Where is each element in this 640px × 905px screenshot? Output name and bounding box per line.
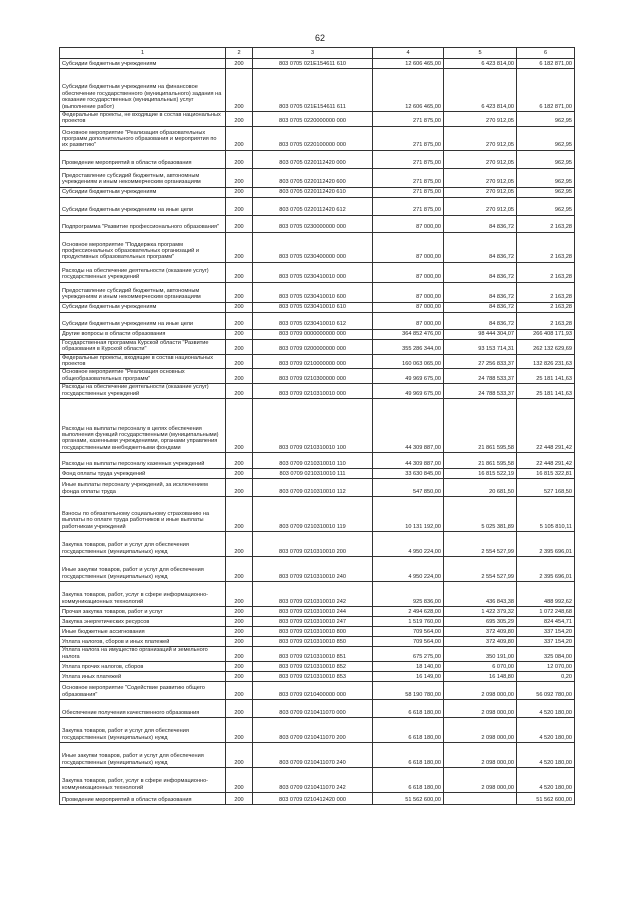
row-executed: 270 912,05 — [444, 126, 517, 150]
row-budget-code: 803 0705 0230410010 612 — [253, 312, 373, 329]
row-approved: 87 000,00 — [373, 282, 444, 302]
row-budget-code: 803 0709 0210300000 000 — [253, 369, 373, 384]
row-executed: 27 256 833,37 — [444, 354, 517, 369]
row-executed: 24 788 533,37 — [444, 384, 517, 399]
row-unexecuted: 56 092 780,00 — [517, 682, 575, 700]
budget-execution-table — [59, 47, 575, 805]
row-name: Взносы по обязательному социальному страхованию на выплаты по оплате труда работников и иные выплаты работникам учреждений — [60, 497, 226, 532]
row-name: Основное мероприятие "Поддержка программ профессиональных образовательных организаций и продуктивных образовательных программ" — [60, 232, 226, 262]
row-approved: 1 519 760,00 — [373, 617, 444, 627]
row-executed: 2 554 527,99 — [444, 532, 517, 557]
row-admin-code: 200 — [226, 302, 253, 312]
row-admin-code: 200 — [226, 793, 253, 805]
row-name: Расходы на обеспечение деятельности (оказание услуг) государственных учреждений — [60, 262, 226, 282]
table-row — [60, 282, 575, 302]
row-name: Подпрограмма "Развитие профессионального образования" — [60, 215, 226, 232]
row-approved: 271 875,00 — [373, 126, 444, 150]
row-name: Основное мероприятие "Реализация основных общеобразовательных программ" — [60, 369, 226, 384]
row-admin-code: 200 — [226, 384, 253, 399]
table-row — [60, 497, 575, 532]
row-name: Основное мероприятие "Реализация образовательных программ дополнительного образования и мероприятия по их развитию" — [60, 126, 226, 150]
table-row — [60, 329, 575, 339]
row-unexecuted: 962,95 — [517, 168, 575, 187]
row-name: Закупка товаров, работ и услуг для обеспечения государственных (муниципальных) нужд — [60, 718, 226, 743]
row-executed: 21 861 595,58 — [444, 453, 517, 469]
row-budget-code: 803 0705 0220112420 612 — [253, 197, 373, 215]
table-row — [60, 302, 575, 312]
header-col-4: 4 — [373, 48, 444, 59]
row-admin-code: 200 — [226, 532, 253, 557]
table-row — [60, 126, 575, 150]
row-budget-code: 803 0709 0210310010 850 — [253, 637, 373, 647]
row-admin-code: 200 — [226, 627, 253, 637]
row-approved: 87 000,00 — [373, 302, 444, 312]
table-row — [60, 150, 575, 168]
row-budget-code: 803 0709 0210310010 240 — [253, 557, 373, 582]
row-approved: 271 875,00 — [373, 112, 444, 127]
row-executed: 2 098 000,00 — [444, 682, 517, 700]
row-approved: 58 190 780,00 — [373, 682, 444, 700]
row-unexecuted: 5 105 810,11 — [517, 497, 575, 532]
table-row — [60, 262, 575, 282]
row-budget-code: 803 0709 0210310010 110 — [253, 453, 373, 469]
row-executed: 21 861 595,58 — [444, 399, 517, 453]
row-unexecuted: 325 084,00 — [517, 647, 575, 662]
row-name: Государственная программа Курской области "Развитие образования в Курской области" — [60, 339, 226, 354]
row-approved: 271 875,00 — [373, 150, 444, 168]
row-admin-code: 200 — [226, 469, 253, 479]
row-unexecuted: 4 520 180,00 — [517, 700, 575, 718]
header-col-5: 5 — [444, 48, 517, 59]
table-row — [60, 768, 575, 793]
table-row — [60, 582, 575, 607]
row-admin-code: 200 — [226, 768, 253, 793]
row-executed: 20 681,50 — [444, 479, 517, 497]
table-row — [60, 232, 575, 262]
row-approved: 709 564,00 — [373, 637, 444, 647]
row-approved: 709 564,00 — [373, 627, 444, 637]
row-approved: 6 618 180,00 — [373, 718, 444, 743]
row-approved: 271 875,00 — [373, 197, 444, 215]
row-unexecuted: 4 520 180,00 — [517, 768, 575, 793]
row-name: Обеспечение получения качественного образования — [60, 700, 226, 718]
row-executed: 2 098 000,00 — [444, 718, 517, 743]
row-unexecuted: 2 395 696,01 — [517, 532, 575, 557]
row-unexecuted: 488 992,62 — [517, 582, 575, 607]
row-unexecuted: 0,20 — [517, 672, 575, 682]
row-name: Субсидии бюджетным учреждениям на финансовое обеспечение государственного (муниципального) задания на оказание государственных (муниципальных) услуг (выполнение работ) — [60, 69, 226, 112]
row-name: Проведение мероприятий в области образования — [60, 793, 226, 805]
row-admin-code: 200 — [226, 700, 253, 718]
row-admin-code: 200 — [226, 399, 253, 453]
row-admin-code: 200 — [226, 607, 253, 617]
row-admin-code: 200 — [226, 168, 253, 187]
table-row — [60, 197, 575, 215]
table-row — [60, 662, 575, 672]
row-executed: 6 070,00 — [444, 662, 517, 672]
row-approved: 33 630 845,00 — [373, 469, 444, 479]
row-executed: 695 305,29 — [444, 617, 517, 627]
row-unexecuted: 962,95 — [517, 112, 575, 127]
row-approved: 271 875,00 — [373, 168, 444, 187]
row-admin-code: 200 — [226, 215, 253, 232]
row-executed: 84 836,72 — [444, 282, 517, 302]
table-row — [60, 112, 575, 127]
row-approved: 51 562 600,00 — [373, 793, 444, 805]
row-name: Субсидии бюджетным учреждениям — [60, 59, 226, 69]
row-executed: 1 422 379,32 — [444, 607, 517, 617]
row-budget-code: 803 0709 0210310010 000 — [253, 384, 373, 399]
row-budget-code: 803 0709 0200000000 000 — [253, 339, 373, 354]
row-approved: 6 618 180,00 — [373, 743, 444, 768]
table-row — [60, 187, 575, 197]
row-budget-code: 803 0709 0210310010 112 — [253, 479, 373, 497]
row-unexecuted: 132 826 231,63 — [517, 354, 575, 369]
row-executed: 84 836,72 — [444, 302, 517, 312]
row-name: Предоставление субсидий бюджетным, автономным учреждениям и иным некоммерческим организациям — [60, 168, 226, 187]
row-budget-code: 803 0709 0210412420 000 — [253, 793, 373, 805]
row-name: Расходы на выплаты персоналу в целях обеспечения выполнения функций государственными (муниципальными) органами, казенными учреждениями, органами управления государственными внебюджетными фондами — [60, 399, 226, 453]
row-budget-code: 803 0705 021Е154611 610 — [253, 59, 373, 69]
row-admin-code: 200 — [226, 282, 253, 302]
row-budget-code: 803 0709 0210000000 000 — [253, 354, 373, 369]
row-admin-code: 200 — [226, 262, 253, 282]
row-budget-code: 803 0709 0210310010 111 — [253, 469, 373, 479]
row-approved: 364 852 476,00 — [373, 329, 444, 339]
row-unexecuted: 4 520 180,00 — [517, 743, 575, 768]
row-unexecuted: 22 448 291,42 — [517, 399, 575, 453]
row-admin-code: 200 — [226, 354, 253, 369]
row-budget-code: 803 0709 0210411070 242 — [253, 768, 373, 793]
row-name: Закупка товаров, работ, услуг в сфере информационно-коммуникационных технологий — [60, 582, 226, 607]
row-admin-code: 200 — [226, 126, 253, 150]
row-admin-code: 200 — [226, 197, 253, 215]
row-name: Субсидии бюджетным учреждениям — [60, 187, 226, 197]
row-unexecuted: 51 562 600,00 — [517, 793, 575, 805]
row-executed: 2 098 000,00 — [444, 768, 517, 793]
table-row — [60, 312, 575, 329]
row-executed: 270 912,05 — [444, 168, 517, 187]
row-budget-code: 803 0709 0210310010 853 — [253, 672, 373, 682]
row-approved: 87 000,00 — [373, 262, 444, 282]
row-approved: 87 000,00 — [373, 215, 444, 232]
row-approved: 16 149,00 — [373, 672, 444, 682]
row-name: Субсидии бюджетным учреждениям — [60, 302, 226, 312]
row-name: Проведение мероприятий в области образования — [60, 150, 226, 168]
table-row — [60, 532, 575, 557]
row-budget-code: 803 0709 0210310010 244 — [253, 607, 373, 617]
row-approved: 2 494 628,00 — [373, 607, 444, 617]
table-row — [60, 384, 575, 399]
table-row — [60, 453, 575, 469]
row-name: Иные бюджетные ассигнования — [60, 627, 226, 637]
row-executed: 93 153 714,31 — [444, 339, 517, 354]
row-name: Иные закупки товаров, работ и услуг для обеспечения государственных (муниципальных) нужд — [60, 743, 226, 768]
row-executed: 2 554 527,99 — [444, 557, 517, 582]
row-approved: 12 606 465,00 — [373, 69, 444, 112]
row-unexecuted: 337 154,20 — [517, 627, 575, 637]
row-budget-code: 803 0709 0210310010 200 — [253, 532, 373, 557]
row-name: Уплата прочих налогов, сборов — [60, 662, 226, 672]
row-admin-code: 200 — [226, 557, 253, 582]
row-name: Закупка энергетических ресурсов — [60, 617, 226, 627]
row-budget-code: 803 0705 0220112420 610 — [253, 187, 373, 197]
row-admin-code: 200 — [226, 453, 253, 469]
table-row — [60, 607, 575, 617]
row-executed: 24 788 533,37 — [444, 369, 517, 384]
row-name: Расходы на выплаты персоналу казенных учреждений — [60, 453, 226, 469]
table-row — [60, 557, 575, 582]
row-executed: 5 025 381,89 — [444, 497, 517, 532]
row-unexecuted: 962,95 — [517, 197, 575, 215]
row-admin-code: 200 — [226, 743, 253, 768]
row-approved: 87 000,00 — [373, 312, 444, 329]
table-row — [60, 718, 575, 743]
row-approved: 160 063 065,00 — [373, 354, 444, 369]
row-approved: 4 950 224,00 — [373, 532, 444, 557]
row-approved: 925 836,00 — [373, 582, 444, 607]
row-executed: 270 912,05 — [444, 197, 517, 215]
table-row — [60, 469, 575, 479]
row-name: Федеральные проекты, не входящие в состав национальных проектов — [60, 112, 226, 127]
table-row — [60, 637, 575, 647]
row-executed: 436 843,38 — [444, 582, 517, 607]
table-row — [60, 682, 575, 700]
row-admin-code: 200 — [226, 69, 253, 112]
row-executed: 372 409,80 — [444, 627, 517, 637]
row-unexecuted: 962,95 — [517, 126, 575, 150]
row-unexecuted: 262 132 629,69 — [517, 339, 575, 354]
row-name: Федеральные проекты, входящие в состав национальных проектов — [60, 354, 226, 369]
row-admin-code: 200 — [226, 312, 253, 329]
row-budget-code: 803 0709 0210310010 800 — [253, 627, 373, 637]
row-executed: 270 912,05 — [444, 112, 517, 127]
table-row — [60, 369, 575, 384]
table-row — [60, 215, 575, 232]
table-row — [60, 617, 575, 627]
row-admin-code: 200 — [226, 582, 253, 607]
table-row — [60, 354, 575, 369]
row-budget-code: 803 0709 0210310010 247 — [253, 617, 373, 627]
row-budget-code: 803 0705 0220112420 000 — [253, 150, 373, 168]
row-budget-code: 803 0705 021Е154611 611 — [253, 69, 373, 112]
header-col-6: 6 — [517, 48, 575, 59]
row-unexecuted: 1 072 248,68 — [517, 607, 575, 617]
header-col-3: 3 — [253, 48, 373, 59]
row-name: Уплата налогов, сборов и иных платежей — [60, 637, 226, 647]
row-budget-code: 803 0709 0210411070 240 — [253, 743, 373, 768]
row-budget-code: 803 0709 0210310010 852 — [253, 662, 373, 672]
row-executed: 6 423 814,00 — [444, 59, 517, 69]
row-budget-code: 803 0709 0210310010 100 — [253, 399, 373, 453]
row-executed: 6 423 814,00 — [444, 69, 517, 112]
row-unexecuted: 12 070,00 — [517, 662, 575, 672]
row-approved: 10 131 192,00 — [373, 497, 444, 532]
table-header-row — [60, 48, 575, 59]
row-executed — [444, 793, 517, 805]
row-unexecuted: 2 163,28 — [517, 232, 575, 262]
row-name: Основное мероприятие "Содействие развитию общего образования" — [60, 682, 226, 700]
row-budget-code: 803 0705 0230410010 600 — [253, 282, 373, 302]
row-approved: 49 969 675,00 — [373, 369, 444, 384]
row-unexecuted: 962,95 — [517, 150, 575, 168]
table-row — [60, 339, 575, 354]
row-budget-code: 803 0705 0220112420 600 — [253, 168, 373, 187]
row-approved: 4 950 224,00 — [373, 557, 444, 582]
row-name: Закупка товаров, работ и услуг для обеспечения государственных (муниципальных) нужд — [60, 532, 226, 557]
row-executed: 2 098 000,00 — [444, 700, 517, 718]
row-unexecuted: 824 454,71 — [517, 617, 575, 627]
row-admin-code: 200 — [226, 647, 253, 662]
row-unexecuted: 22 448 291,42 — [517, 453, 575, 469]
row-unexecuted: 6 182 871,00 — [517, 69, 575, 112]
row-budget-code: 803 0705 0230410010 000 — [253, 262, 373, 282]
row-admin-code: 200 — [226, 479, 253, 497]
row-approved: 675 275,00 — [373, 647, 444, 662]
row-admin-code: 200 — [226, 718, 253, 743]
row-admin-code: 200 — [226, 497, 253, 532]
row-unexecuted: 4 520 180,00 — [517, 718, 575, 743]
row-executed: 372 409,80 — [444, 637, 517, 647]
row-unexecuted: 2 163,28 — [517, 282, 575, 302]
row-name: Субсидии бюджетным учреждениям на иные цели — [60, 197, 226, 215]
row-name: Иные выплаты персоналу учреждений, за исключением фонда оплаты труда — [60, 479, 226, 497]
table-row — [60, 69, 575, 112]
row-unexecuted: 962,95 — [517, 187, 575, 197]
row-approved: 49 969 675,00 — [373, 384, 444, 399]
page-number: 62 — [314, 33, 325, 43]
row-executed: 16 148,80 — [444, 672, 517, 682]
table-row — [60, 168, 575, 187]
row-name: Уплата налога на имущество организаций и земельного налога — [60, 647, 226, 662]
row-approved: 547 850,00 — [373, 479, 444, 497]
row-budget-code: 803 0709 0210310010 242 — [253, 582, 373, 607]
row-unexecuted: 2 395 696,01 — [517, 557, 575, 582]
table-row — [60, 627, 575, 637]
row-executed: 270 912,05 — [444, 150, 517, 168]
row-approved: 271 875,00 — [373, 187, 444, 197]
row-budget-code: 803 0709 0000000000 000 — [253, 329, 373, 339]
row-budget-code: 803 0709 0210411070 200 — [253, 718, 373, 743]
row-unexecuted: 16 815 322,81 — [517, 469, 575, 479]
row-name: Иные закупки товаров, работ и услуг для обеспечения государственных (муниципальных) нужд — [60, 557, 226, 582]
row-executed: 270 912,05 — [444, 187, 517, 197]
row-budget-code: 803 0709 0210310010 119 — [253, 497, 373, 532]
row-unexecuted: 6 182 871,00 — [517, 59, 575, 69]
row-executed: 84 836,72 — [444, 215, 517, 232]
row-executed: 98 444 304,07 — [444, 329, 517, 339]
table-row — [60, 479, 575, 497]
row-budget-code: 803 0705 0220000000 000 — [253, 112, 373, 127]
row-admin-code: 200 — [226, 329, 253, 339]
row-name: Другие вопросы в области образования — [60, 329, 226, 339]
table-row — [60, 399, 575, 453]
row-approved: 18 140,00 — [373, 662, 444, 672]
row-approved: 355 286 344,00 — [373, 339, 444, 354]
row-admin-code: 200 — [226, 232, 253, 262]
table-row — [60, 59, 575, 69]
row-name: Закупка товаров, работ, услуг в сфере информационно-коммуникационных технологий — [60, 768, 226, 793]
row-budget-code: 803 0705 0230410010 610 — [253, 302, 373, 312]
row-unexecuted: 2 163,28 — [517, 312, 575, 329]
row-executed: 84 836,72 — [444, 262, 517, 282]
header-col-2: 2 — [226, 48, 253, 59]
row-admin-code: 200 — [226, 112, 253, 127]
row-unexecuted: 2 163,28 — [517, 302, 575, 312]
row-budget-code: 803 0709 0210310010 851 — [253, 647, 373, 662]
row-unexecuted: 2 163,28 — [517, 262, 575, 282]
row-executed: 84 836,72 — [444, 232, 517, 262]
table-row — [60, 700, 575, 718]
row-approved: 6 618 180,00 — [373, 768, 444, 793]
row-name: Расходы на обеспечение деятельности (оказание услуг) государственных учреждений — [60, 384, 226, 399]
row-name: Субсидии бюджетным учреждениям на иные цели — [60, 312, 226, 329]
row-executed: 84 836,72 — [444, 312, 517, 329]
row-admin-code: 200 — [226, 339, 253, 354]
row-approved: 44 309 887,00 — [373, 453, 444, 469]
table-row — [60, 672, 575, 682]
row-admin-code: 200 — [226, 617, 253, 627]
row-admin-code: 200 — [226, 369, 253, 384]
table-row — [60, 743, 575, 768]
row-unexecuted: 527 168,50 — [517, 479, 575, 497]
row-admin-code: 200 — [226, 662, 253, 672]
header-col-1: 1 — [60, 48, 226, 59]
row-approved: 87 000,00 — [373, 232, 444, 262]
row-admin-code: 200 — [226, 672, 253, 682]
table-row — [60, 793, 575, 805]
row-budget-code: 803 0709 0210411070 000 — [253, 700, 373, 718]
row-approved: 44 309 887,00 — [373, 399, 444, 453]
row-budget-code: 803 0705 0230000000 000 — [253, 215, 373, 232]
row-executed: 16 815 522,19 — [444, 469, 517, 479]
row-name: Фонд оплаты труда учреждений — [60, 469, 226, 479]
row-admin-code: 200 — [226, 187, 253, 197]
row-executed: 350 191,00 — [444, 647, 517, 662]
row-admin-code: 200 — [226, 682, 253, 700]
row-admin-code: 200 — [226, 637, 253, 647]
table-body — [60, 59, 575, 805]
row-unexecuted: 337 154,20 — [517, 637, 575, 647]
row-budget-code: 803 0709 0210400000 000 — [253, 682, 373, 700]
row-executed: 2 098 000,00 — [444, 743, 517, 768]
row-unexecuted: 2 163,28 — [517, 215, 575, 232]
table-row — [60, 647, 575, 662]
row-unexecuted: 266 408 171,93 — [517, 329, 575, 339]
row-budget-code: 803 0705 0220100000 000 — [253, 126, 373, 150]
row-name: Прочая закупка товаров, работ и услуг — [60, 607, 226, 617]
row-admin-code: 200 — [226, 59, 253, 69]
row-approved: 6 618 180,00 — [373, 700, 444, 718]
row-unexecuted: 25 181 141,63 — [517, 369, 575, 384]
row-budget-code: 803 0705 0230400000 000 — [253, 232, 373, 262]
row-unexecuted: 25 181 141,63 — [517, 384, 575, 399]
row-admin-code: 200 — [226, 150, 253, 168]
row-approved: 12 606 465,00 — [373, 59, 444, 69]
row-name: Уплата иных платежей — [60, 672, 226, 682]
row-name: Предоставление субсидий бюджетным, автономным учреждениям и иным некоммерческим организациям — [60, 282, 226, 302]
